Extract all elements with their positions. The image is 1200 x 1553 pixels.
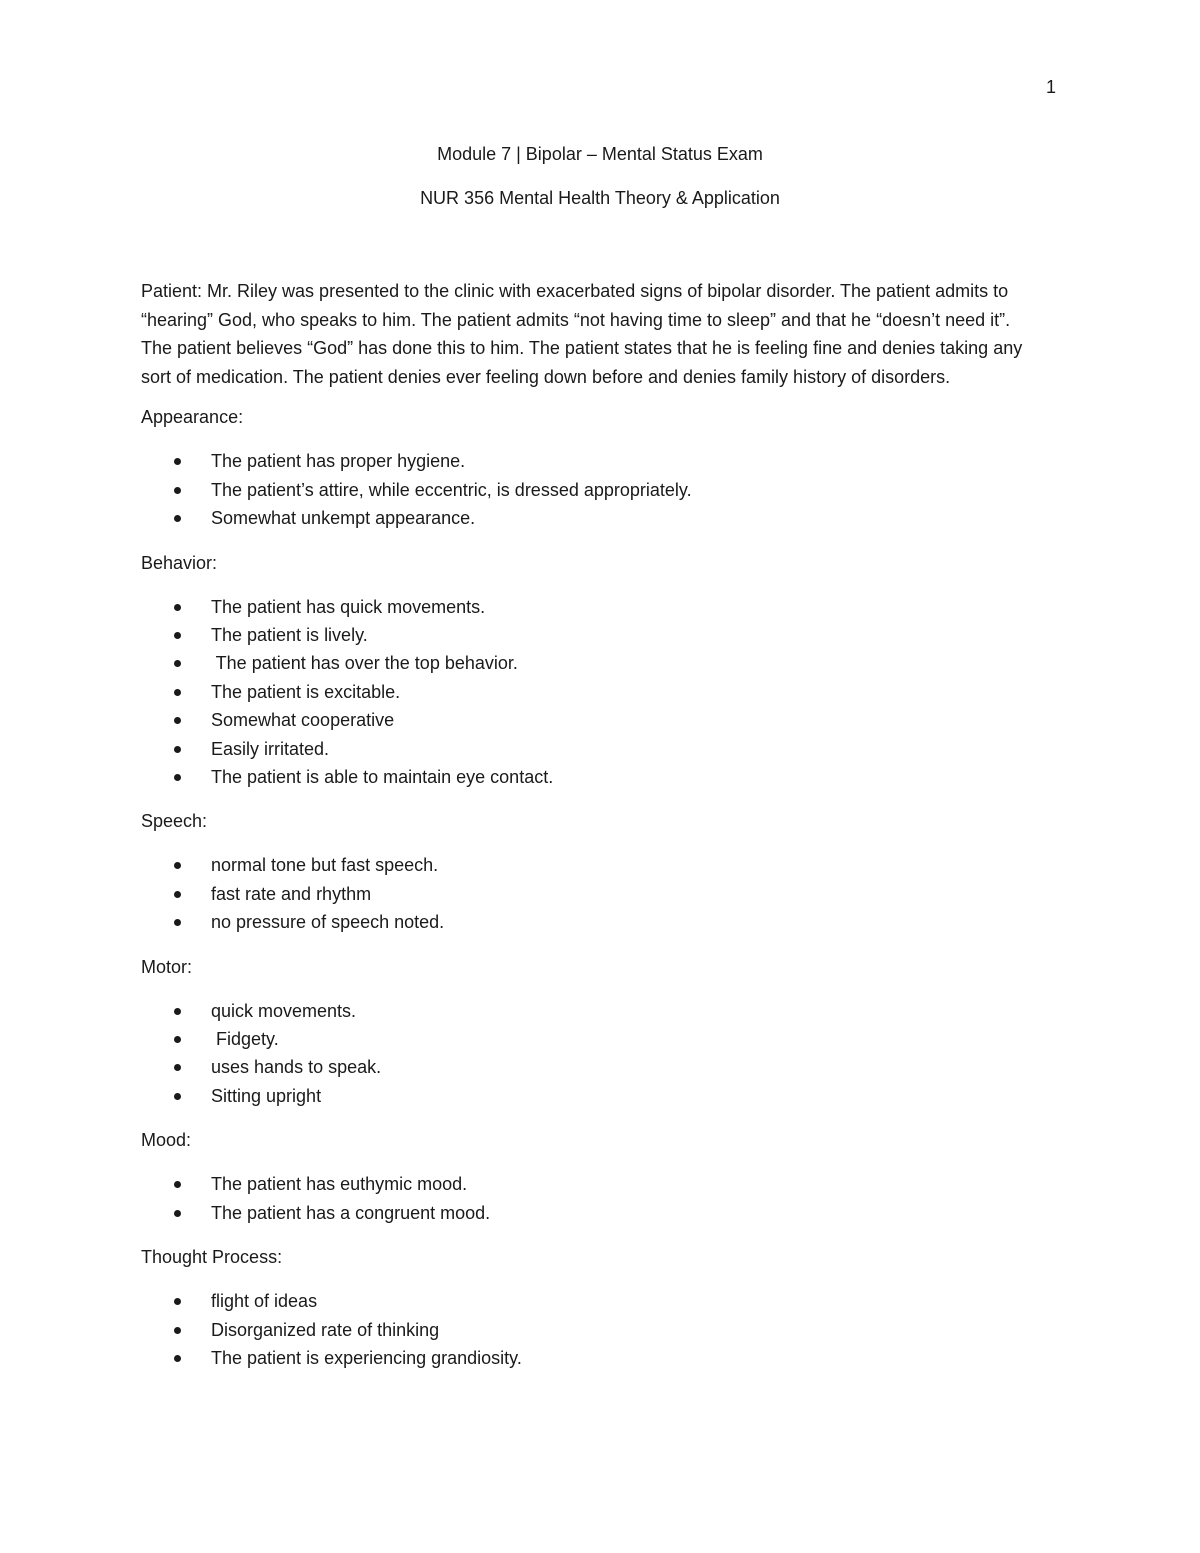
bullet-icon — [174, 515, 181, 522]
list-item-text: The patient is able to maintain eye contact. — [211, 767, 554, 788]
exam-sections — [141, 406, 1041, 1372]
list-item-text: flight of ideas — [211, 1291, 318, 1312]
bullet-icon — [174, 1327, 181, 1334]
bullet-icon — [174, 891, 181, 898]
list-item — [141, 851, 1041, 879]
bullet-icon — [174, 1355, 181, 1362]
list-item — [141, 1199, 1041, 1227]
bullet-list-mood — [141, 1170, 1041, 1227]
bullet-icon — [174, 919, 181, 926]
list-item-text: The patient has a congruent mood. — [211, 1202, 491, 1223]
list-item — [141, 706, 1041, 734]
list-item — [141, 997, 1041, 1025]
list-item-text: Sitting upright — [211, 1085, 322, 1106]
document-title: Module 7 | Bipolar – Mental Status Exam — [437, 144, 763, 164]
bullet-icon — [174, 862, 181, 869]
list-item — [141, 1053, 1041, 1081]
list-item-text: fast rate and rhythm — [211, 883, 372, 904]
list-item — [141, 1170, 1041, 1198]
list-item-text: The patient has proper hygiene. — [211, 451, 466, 472]
list-item — [141, 763, 1041, 791]
list-item-text: The patient has quick movements. — [211, 596, 486, 617]
bullet-icon — [174, 746, 181, 753]
bullet-list-thought-process — [141, 1287, 1041, 1372]
bullet-list-motor — [141, 997, 1041, 1111]
bullet-icon — [174, 1008, 181, 1015]
bullet-icon — [174, 604, 181, 611]
list-item-text: The patient is lively. — [211, 625, 368, 645]
list-item — [141, 649, 1041, 677]
list-item — [141, 476, 1041, 504]
bullet-icon — [174, 1181, 181, 1188]
list-item — [141, 1344, 1041, 1372]
list-item-text: quick movements. — [211, 1000, 357, 1021]
course-name: NUR 356 Mental Health Theory & Application — [420, 188, 780, 208]
list-item — [141, 1287, 1041, 1315]
list-item — [141, 621, 1041, 649]
bullet-icon — [174, 689, 181, 696]
list-item-text: Fidgety. — [211, 1029, 279, 1050]
list-item — [141, 908, 1041, 936]
list-item — [141, 1082, 1041, 1110]
title-block — [0, 143, 1200, 231]
bullet-icon — [174, 487, 181, 494]
bullet-list-speech — [141, 851, 1041, 936]
list-item-text: The patient has euthymic mood. — [211, 1174, 468, 1195]
section-heading-appearance: Appearance: — [141, 407, 244, 428]
list-item — [141, 504, 1041, 532]
list-item-text: Disorganized rate of thinking — [211, 1319, 440, 1340]
bullet-list-appearance — [141, 447, 1041, 532]
patient-intro: Patient: Mr. Riley was presented to the clinic with exacerbated signs of bipolar disorder. The patient admits to “hearing” God, who speaks to him. The patient admits “not having time to sleep” and that he “doesn’t need it”. The patient believes “God” has done this to him. The patient states that he is feeling fine and denies taking any sort of medication. The patient denies ever feeling down before and denies family history of disorders. — [141, 281, 1023, 387]
section-heading-mood: Mood: — [141, 1130, 192, 1151]
bullet-list-behavior — [141, 593, 1041, 792]
section-heading-thought-process: Thought Process: — [141, 1247, 283, 1268]
bullet-icon — [174, 1064, 181, 1071]
page-number: 1 — [1046, 77, 1057, 97]
section-heading-speech: Speech: — [141, 811, 208, 832]
bullet-icon — [174, 1036, 181, 1043]
list-item-text: Easily irritated. — [211, 738, 330, 759]
list-item — [141, 880, 1041, 908]
bullet-icon — [174, 660, 181, 667]
bullet-icon — [174, 1298, 181, 1305]
list-item-text: The patient has over the top behavior. — [211, 653, 518, 674]
list-item — [141, 735, 1041, 763]
list-item-text: Somewhat cooperative — [211, 710, 395, 731]
bullet-icon — [174, 774, 181, 781]
list-item — [141, 593, 1041, 621]
list-item-text: no pressure of speech noted. — [211, 912, 445, 933]
list-item-text: Somewhat unkempt appearance. — [211, 508, 476, 529]
list-item — [141, 1025, 1041, 1053]
list-item — [141, 447, 1041, 475]
bullet-icon — [174, 1210, 181, 1217]
list-item-text: normal tone but fast speech. — [211, 855, 439, 876]
bullet-icon — [174, 717, 181, 724]
list-item — [141, 678, 1041, 706]
section-heading-behavior: Behavior: — [141, 552, 218, 573]
list-item-text: The patient is excitable. — [211, 681, 401, 702]
list-item-text: The patient is experiencing grandiosity. — [211, 1347, 522, 1368]
document-body — [141, 277, 1041, 1391]
bullet-icon — [174, 1093, 181, 1100]
bullet-icon — [174, 458, 181, 465]
bullet-icon — [174, 632, 181, 639]
list-item-text: uses hands to speak. — [211, 1057, 382, 1078]
list-item-text: The patient’s attire, while eccentric, is dressed appropriately. — [211, 479, 692, 500]
list-item — [141, 1316, 1041, 1344]
section-heading-motor: Motor: — [141, 956, 193, 977]
